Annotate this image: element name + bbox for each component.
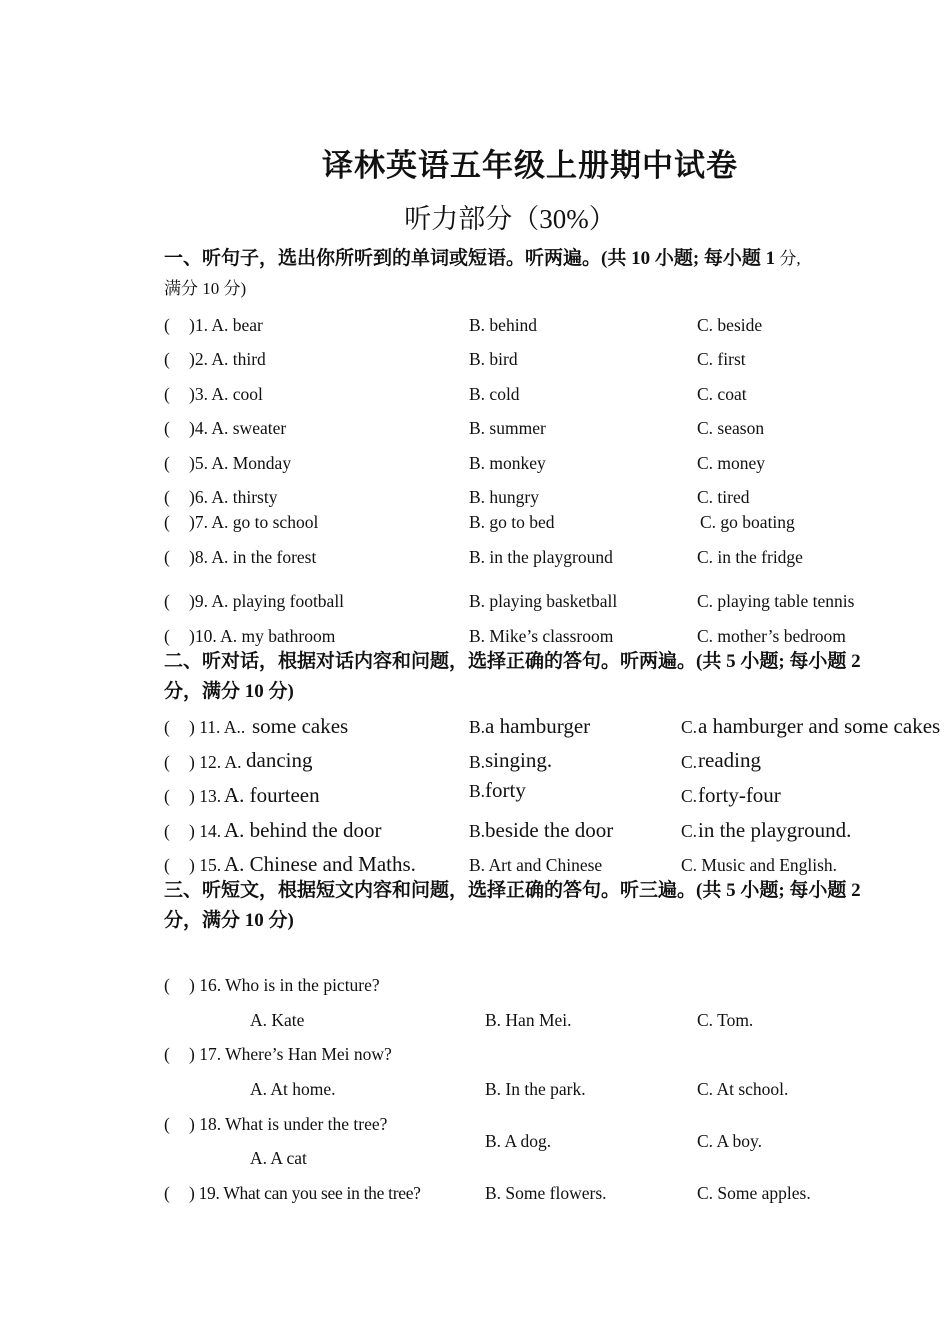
answer-bracket[interactable]: ( [164, 821, 170, 841]
section1-heading-text: 一、听句子，选出你所听到的单词或短语。听两遍。(共 10 小题; 每小题 1 [164, 248, 776, 269]
option-b-letter: B. [469, 781, 486, 801]
option-b: B. behind [469, 315, 538, 335]
option-a: dancing [246, 748, 313, 772]
option-c: C. in the fridge [697, 547, 803, 567]
option-b: B. In the park. [485, 1079, 586, 1099]
section1-heading [164, 244, 894, 304]
option-b: B. bird [469, 349, 518, 369]
option-c: C. A boy. [697, 1131, 762, 1151]
answer-bracket[interactable]: ( [164, 487, 170, 507]
answer-bracket[interactable]: ( [164, 1114, 170, 1134]
option-b: B. Mike’s classroom [469, 626, 614, 646]
option-a: )4. A. sweater [189, 418, 287, 438]
question-number: ) 15. [189, 855, 222, 875]
option-c: reading [698, 748, 761, 772]
option-c: C. Tom. [697, 1010, 754, 1030]
option-b: B. in the playground [469, 547, 613, 567]
page-title: 译林英语五年级上册期中试卷 [322, 148, 738, 183]
option-a: )3. A. cool [189, 384, 263, 404]
option-c-letter: C. [681, 717, 698, 737]
option-c: C. season [697, 418, 765, 438]
answer-bracket[interactable]: ( [164, 975, 170, 995]
answer-bracket[interactable]: ( [164, 384, 170, 404]
answer-bracket[interactable]: ( [164, 752, 170, 772]
answer-bracket[interactable]: ( [164, 626, 170, 646]
option-b: B. monkey [469, 453, 546, 473]
option-b: B. cold [469, 384, 520, 404]
option-a: )2. A. third [189, 349, 266, 369]
answer-bracket[interactable]: ( [164, 855, 170, 875]
answer-bracket[interactable]: ( [164, 591, 170, 611]
option-b-letter: B. [469, 717, 486, 737]
answer-bracket[interactable]: ( [164, 512, 170, 532]
option-c: a hamburger and some cakes [698, 714, 941, 738]
option-b: B. Han Mei. [485, 1010, 572, 1030]
option-b: beside the door [485, 818, 614, 842]
question-number: ) 14. [189, 821, 222, 841]
option-b: singing. [485, 748, 553, 772]
option-b: B. summer [469, 418, 546, 438]
option-b-letter: B. [469, 821, 486, 841]
section1-heading-line2: 满分 10 分) [164, 279, 247, 298]
answer-bracket[interactable]: ( [164, 418, 170, 438]
question-text: ) 16. Who is in the picture? [189, 975, 380, 995]
option-c-letter: C. [681, 821, 698, 841]
section3-heading: 三、听短文，根据短文内容和问题，选择正确的答句。听三遍。(共 5 小题; 每小题 2 分，满分 10 分) [164, 880, 861, 931]
option-b: B. Art and Chinese [469, 855, 603, 875]
option-b: a hamburger [485, 714, 591, 738]
option-a: )6. A. thirsty [189, 487, 278, 507]
answer-bracket[interactable]: ( [164, 786, 170, 806]
question-number: ) 13. [189, 786, 222, 806]
option-c: C. tired [697, 487, 750, 507]
option-b: B. go to bed [469, 512, 555, 532]
option-a: )10. A. my bathroom [189, 626, 336, 646]
answer-bracket[interactable]: ( [164, 349, 170, 369]
option-a: A. Chinese and Maths. [224, 852, 416, 876]
option-a: A. A cat [250, 1148, 307, 1168]
option-a: A. behind the door [224, 818, 382, 842]
question-text: ) 17. Where’s Han Mei now? [189, 1044, 392, 1064]
section1-heading-tail: 分, [775, 249, 801, 268]
option-b: B. Some flowers. [485, 1183, 607, 1203]
option-a: )5. A. Monday [189, 453, 292, 473]
option-c: C. mother’s bedroom [697, 626, 846, 646]
option-c: C. beside [697, 315, 763, 335]
option-c: C. coat [697, 384, 747, 404]
option-a: some cakes [252, 714, 349, 738]
option-a: )7. A. go to school [189, 512, 319, 532]
answer-bracket[interactable]: ( [164, 1044, 170, 1064]
option-c: C. playing table tennis [697, 591, 855, 611]
option-c: C. At school. [697, 1079, 789, 1099]
option-c: C. Some apples. [697, 1183, 811, 1203]
page-subtitle: 听力部分（30%） [404, 204, 616, 234]
option-b: B. hungry [469, 487, 539, 507]
option-c: C. go boating [700, 512, 795, 532]
answer-bracket[interactable]: ( [164, 717, 170, 737]
question-text: ) 18. What is under the tree? [189, 1114, 388, 1134]
answer-bracket[interactable]: ( [164, 547, 170, 567]
option-a: A. Kate [250, 1010, 305, 1030]
option-a: )8. A. in the forest [189, 547, 317, 567]
option-c-letter: C. [681, 786, 698, 806]
option-c: C. Music and English. [681, 855, 838, 875]
option-b: B. A dog. [485, 1131, 552, 1151]
option-a: A. fourteen [224, 783, 320, 807]
answer-bracket[interactable]: ( [164, 1183, 170, 1203]
question-text: ) 19. What can you see in the tree? [189, 1183, 421, 1203]
question-number: ) 11. A.. [189, 717, 246, 737]
answer-bracket[interactable]: ( [164, 453, 170, 473]
option-c: forty-four [698, 783, 781, 807]
option-b: forty [485, 778, 526, 802]
question-number: ) 12. A. [189, 752, 242, 772]
option-c: C. first [697, 349, 746, 369]
option-c: C. money [697, 453, 766, 473]
answer-bracket[interactable]: ( [164, 315, 170, 335]
option-a: A. At home. [250, 1079, 336, 1099]
option-a: )1. A. bear [189, 315, 263, 335]
option-b-letter: B. [469, 752, 486, 772]
option-a: )9. A. playing football [189, 591, 345, 611]
option-c: in the playground. [698, 818, 852, 842]
option-c-letter: C. [681, 752, 698, 772]
option-b: B. playing basketball [469, 591, 618, 611]
section2-heading: 二、听对话，根据对话内容和问题，选择正确的答句。听两遍。(共 5 小题; 每小题 2 分，满分 10 分) [164, 651, 861, 702]
